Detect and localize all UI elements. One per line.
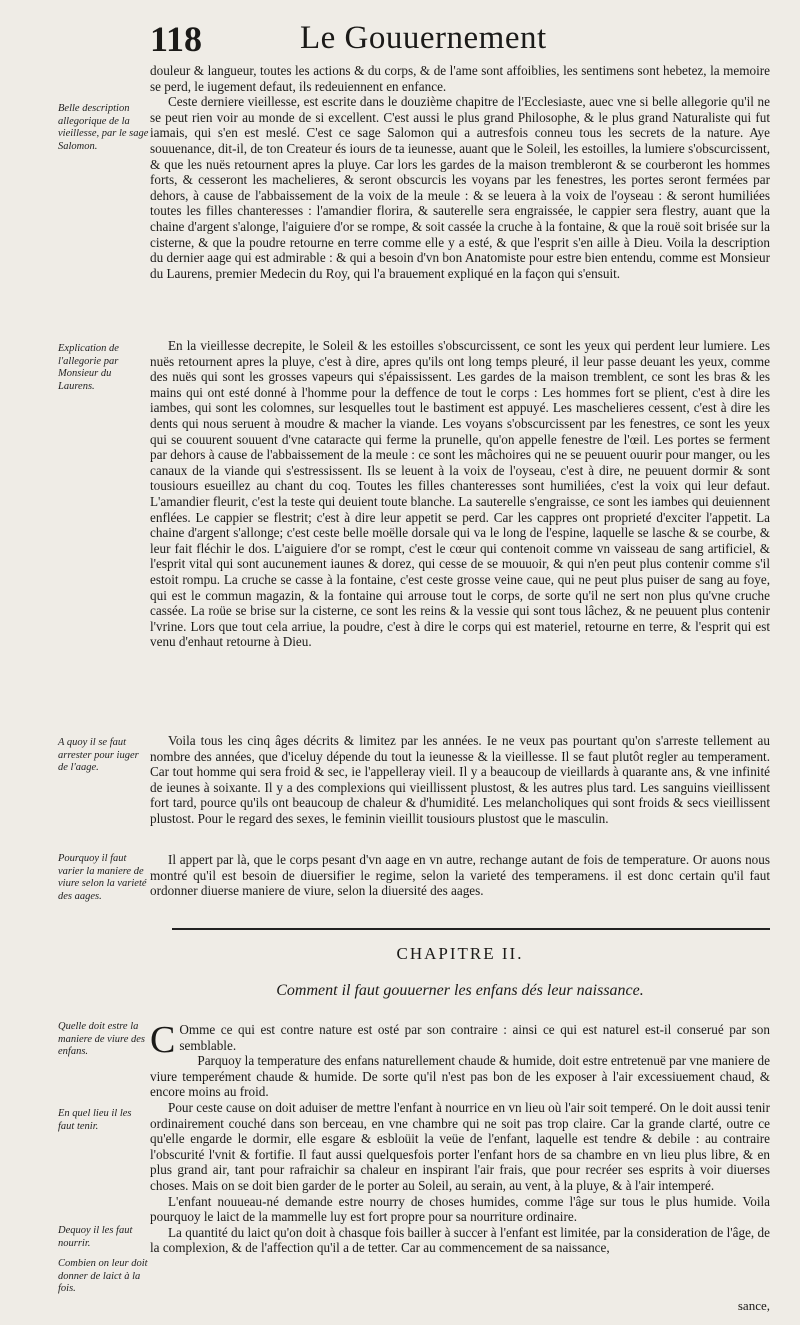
paragraph: Il appert par là, que le corps pesant d'vn aage en vn autre, rechange autant de fois de temperature. Or auons nous montré qu'il est besoin de diuersifier le regime, selon la varieté des temperamens. il est donc certain qu'il faut ordonner diuerse maniere de viure, selon la diuersité des aages. [150, 852, 770, 899]
paragraph [150, 1019, 770, 1061]
text-block [150, 338, 770, 650]
paragraph: Parquoy la temperature des enfans naturellement chaude & humide, doit estre entretenuë par vne maniere de viure temperément chaude & humide. De sorte qu'il n'est pas bon de les exposer à l'air excessiuement chaud, & encore moins au froid. [150, 1053, 770, 1100]
margin-note: En quel lieu il les faut tenir. [58, 1108, 132, 1132]
paragraph: En la vieillesse decrepite, le Soleil & les estoilles s'obscurcissent, ce sont les yeux qui perdent leur lumiere. Les nuës retournent apres la pluye, c'est à dire, apres qu'ils ont long temps pleuré, il leur passe deuant les yeux, comme des nuës qui sont les grosses vapeurs qui s'épaississent. Les gardes de la maison tremblent, ce sont les bras & les mains qui ont esté donné à l'homme pour la deffence de tout le corps : Les hommes fort se plient, c'est à dire les iambes, qui sont les colomnes, sur lesquelles tout le bastiment est appuyé. Les maschelieres cessent, c'est à dire les dents qui nous seruent à moudre & macher la viande. Les voyans s'obscurcissent par les fenestres, ce sont les yeux qui se couurent souuent d'vne cataracte qui ferme la prunelle, qu'on appelle fenestre de l'œil. Les portes se ferment par dehors à cause de l'abbaissement de la meule : ce sont les mâchoires qui ne se peuuent ouurir pour manger, ou les canaux de la viande qui s'estressissent. Ils se leuent à la voix de l'oyseau, c'est à dire, ne peuuent dormir & sont tousiours esueillez au chant du coq. Toutes les filles chanteresses sont humiliées, c'est la voix qui leur defaut. L'amandier fleurit, c'est la teste qui deuient toute blanche. La sauterelle s'engraisse, ce sont les iambes qui deuiennent enflées. Le cappier se flestrit; c'est à dire leur appetit se perd. Car les cappres ont proprieté d'exciter l'appetit. La chaine d'argent s'allonge; c'est ceste belle moëlle dorsale qui va le long de l'espine, laquelle se lasche & se courbe, & leur fait fléchir le dos. L'aiguiere d'or se rompt, c'est le cœur qui contenoit comme vn vaisseau de sang artificiel, & l'esprit vital qui sont aucunement iaunes & dorez, qui cesse de se mouuoir, & qui n'en peut plus contenir comme s'il estoit rompu. La cruche se casse à la fontaine, c'est ceste grosse veine caue, qui ne peut plus puiser de sang au foye, qui est le commun magazin, & la fontaine qui arrouse tout le corps, de sorte qu'il ne sert non plus qu'vne cruche cassée. La roüe se brise sur la cisterne, ce sont les reins & la vessie qui sont tous lâchez, & ne peuuent plus contenir l'vrine. Lors que tout cela arriue, la poudre, c'est à dire le corps qui est materiel, retourne en terre, & l'esprit qui est venu d'enhaut retourne à Dieu. [150, 338, 770, 650]
paragraph: La quantité du laict qu'on doit à chasque fois bailler à succer à l'enfant est limitée, par la consideration de l'âge, de la complexion, & de l'affection qu'il a de tetter. Car au commencement de sa naissance, [150, 1224, 770, 1256]
chapter-subtitle: Comment il faut gouuerner les enfans dés leur naissance. [276, 982, 644, 999]
text-block [150, 63, 770, 281]
paragraph: L'enfant nouueau-né demande estre nourry de choses humides, comme l'âge sur tous le plus humide. Voila pourquoy le laict de la mammelle luy est fort propre pour sa nourriture ordinaire. [150, 1193, 770, 1225]
text-block [150, 1019, 770, 1256]
text-block [150, 852, 770, 899]
page-number: 118 [150, 19, 203, 59]
chapter-divider [172, 928, 770, 930]
margin-note: Dequoy il les faut nourrir. [58, 1225, 133, 1249]
paragraph: douleur & langueur, toutes les actions & du corps, & de l'ame sont affoiblies, les sentimens sont hebetez, la memoire se perd, le iugement defaut, ils redeuiennent en enfance. [150, 63, 770, 94]
margin-note: Quelle doit estre la maniere de viure des enfans. [58, 1021, 145, 1057]
margin-note: Explication de l'allegorie par Monsieur du Laurens. [58, 343, 119, 392]
drop-cap: C [150, 1019, 176, 1061]
text-block [150, 733, 770, 827]
paragraph: Voila tous les cinq âges décrits & limitez par les années. Ie ne veux pas pourtant qu'on s'arreste tellement au nombre des années, que d'iceluy dépende du tout la ieunesse & la vieillesse. Il se faut plutôt regler au temperament. Car tout homme qui sera froid & sec, ie l'appelleray vieil. Il y a beaucoup de vieillards à quarante ans, & vne infinité de ieunes à soixante. Il y a des complexions qui vieillissent plustost, & les autres plus tard. Les sanguins vieillissent fort tard, pource qu'ils ont beaucoup de chaleur & d'humidité. Les melancholiques qui sont froids & secs vieillissent plustost. Pour le regard des sexes, le feminin vieillit tousiours plustost que le masculin. [150, 733, 770, 826]
margin-notes [58, 0, 150, 1325]
catchword: sance, [737, 1298, 770, 1313]
margin-note: Pourquoy il faut varier la maniere de viure selon la varieté des aages. [58, 853, 147, 902]
margin-note: Belle description allegorique de la vieillesse, par le sage Salomon. [58, 103, 149, 152]
paragraph: Ceste derniere vieillesse, est escrite dans le douzième chapitre de l'Ecclesiaste, auec vne si belle allegorie qu'il ne se peut rien voir au monde de si excellent. C'est aussi le plus grand Philosophe, & le plus grand Naturaliste qui fut iamais, qui s'en est meslé. C'est ce sage Salomon qui a autresfois conneu tous les secrets de la nature. Aye souuenance, dit-il, de ton Createur és iours de ta ieunesse, auant que le Soleil, les estoilles, la lumiere s'obscurcissent, & que les nuës retournent apres la pluye. Car lors les gardes de la maison trembleront & se courberont les hommes forts, & cesseront les machelieres, & seront obscurcis les voyans par les fenestres, les portes seront fermées par dehors, à cause de l'abbaissement de la voix de la meule : & se leuera à la voix de l'oyseau : & seront humiliées toutes les filles chanteresses : l'amandier florira, & sauterelle sera engraissée, le cappier sera flestry, auant que la chaine d'argent s'alonge, l'aiguiere d'or se rompe, & soit cassée la cruche à la fontaine, & que la rouë soit brisée sur la cisterne, & que la poudre retourne en terre comme elle y a esté, & que l'esprit s'en aille à Dieu. Voila la description du dernier aage qui est admirable : & qui a besoin d'vn bon Anatomiste pour estre bien entendu, comme est Monsieur du Laurens, premier Medecin du Roy, qui l'a brauement expliqué en la façon qui s'ensuit. [150, 94, 770, 281]
paragraph-text: Omme ce qui est contre nature est osté par son contraire : ainsi ce qui est naturel est-il conserué par son semblable. [179, 1022, 770, 1053]
paragraph: Pour ceste cause on doit aduiser de mettre l'enfant à nourrice en vn lieu où l'air soit temperé. On le doit aussi tenir ordinairement couché dans son berceau, en vne chambre qui ne soit pas trop claire. Car la grande clarté, outre ce qu'elle engarde le dormir, elle esgare & esbloüit la veüe de l'enfant, laquelle est tendre & debile : au contraire l'obscurité l'vnit & fortifie. Il faut aussi quelquesfois porter l'enfant hors de sa chambre en vn lieu plus libre, & en plus grand air, tant pour rafraichir sa chaleur en inspirant l'air frais, que pour recréer ses esprits à voir diuerses choses. Mais on se doit bien garder de le porter au Soleil, au serain, au vent, à la pluye, & à l'air intemperé. [150, 1099, 770, 1193]
running-title: Le Gouuernement [300, 20, 547, 56]
page-header [150, 16, 790, 68]
margin-note: A quoy il se faut arrester pour iuger de l'aage. [58, 737, 139, 773]
chapter-title: CHAPITRE II. [396, 944, 524, 963]
margin-note: Combien on leur doit donner de laict à la fois. [58, 1258, 148, 1294]
